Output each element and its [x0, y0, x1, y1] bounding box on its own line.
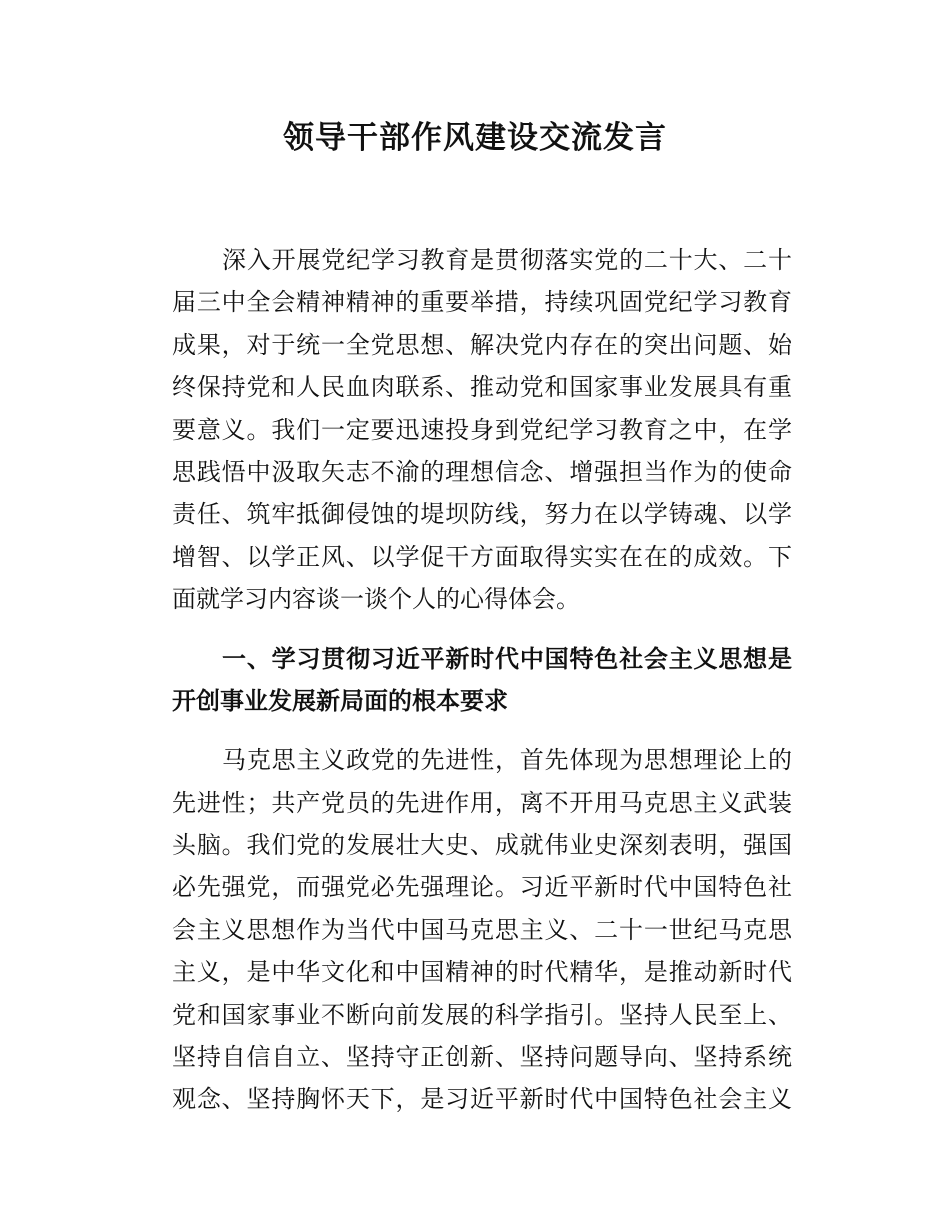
document-title: 领导干部作风建设交流发言 — [283, 120, 667, 156]
text-line: 头脑。我们党的发展壮大史、成就伟业史深刻表明，强国 — [172, 831, 792, 860]
text-line: 观念、坚持胸怀天下，是习近平新时代中国特色社会主义 — [172, 1085, 792, 1114]
text-line: 增智、以学正风、以学促干方面取得实实在在的成效。下 — [172, 542, 792, 571]
text-line: 面就学习内容谈一谈个人的心得体会。 — [172, 585, 580, 614]
text-line: 届三中全会精神精神的重要举措，持续巩固党纪学习教育 — [172, 288, 792, 317]
heading-line: 开创事业发展新局面的根本要求 — [172, 686, 508, 715]
text-line: 要意义。我们一定要迅速投身到党纪学习教育之中，在学 — [172, 415, 792, 444]
text-line: 成果，对于统一全党思想、解决党内存在的突出问题、始 — [172, 330, 792, 359]
text-line: 党和国家事业不断向前发展的科学指引。坚持人民至上、 — [172, 1000, 792, 1029]
paragraph-intro — [172, 239, 792, 621]
text-line: 主义，是中华文化和中国精神的时代精华，是推动新时代 — [172, 958, 792, 987]
text-line: 思践悟中汲取矢志不渝的理想信念、增强担当作为的使命 — [172, 457, 792, 486]
section-heading — [172, 638, 792, 723]
text-line: 终保持党和人民血肉联系、推动党和国家事业发展具有重 — [172, 373, 792, 402]
heading-line: 一、学习贯彻习近平新时代中国特色社会主义思想是 — [222, 644, 792, 673]
text-line: 责任、筑牢抵御侵蚀的堤坝防线，努力在以学铸魂、以学 — [172, 500, 792, 529]
text-line: 必先强党，而强党必先强理论。习近平新时代中国特色社 — [172, 873, 792, 902]
text-line: 深入开展党纪学习教育是贯彻落实党的二十大、二十 — [222, 246, 792, 274]
document-body — [172, 239, 792, 1121]
text-line: 会主义思想作为当代中国马克思主义、二十一世纪马克思 — [172, 915, 792, 944]
text-line: 坚持自信自立、坚持守正创新、坚持问题导向、坚持系统 — [172, 1043, 792, 1072]
text-line: 马克思主义政党的先进性，首先体现为思想理论上的 — [222, 746, 792, 775]
text-line: 先进性；共产党员的先进作用，离不开用马克思主义武装 — [172, 788, 792, 817]
paragraph-section1 — [172, 739, 792, 1121]
